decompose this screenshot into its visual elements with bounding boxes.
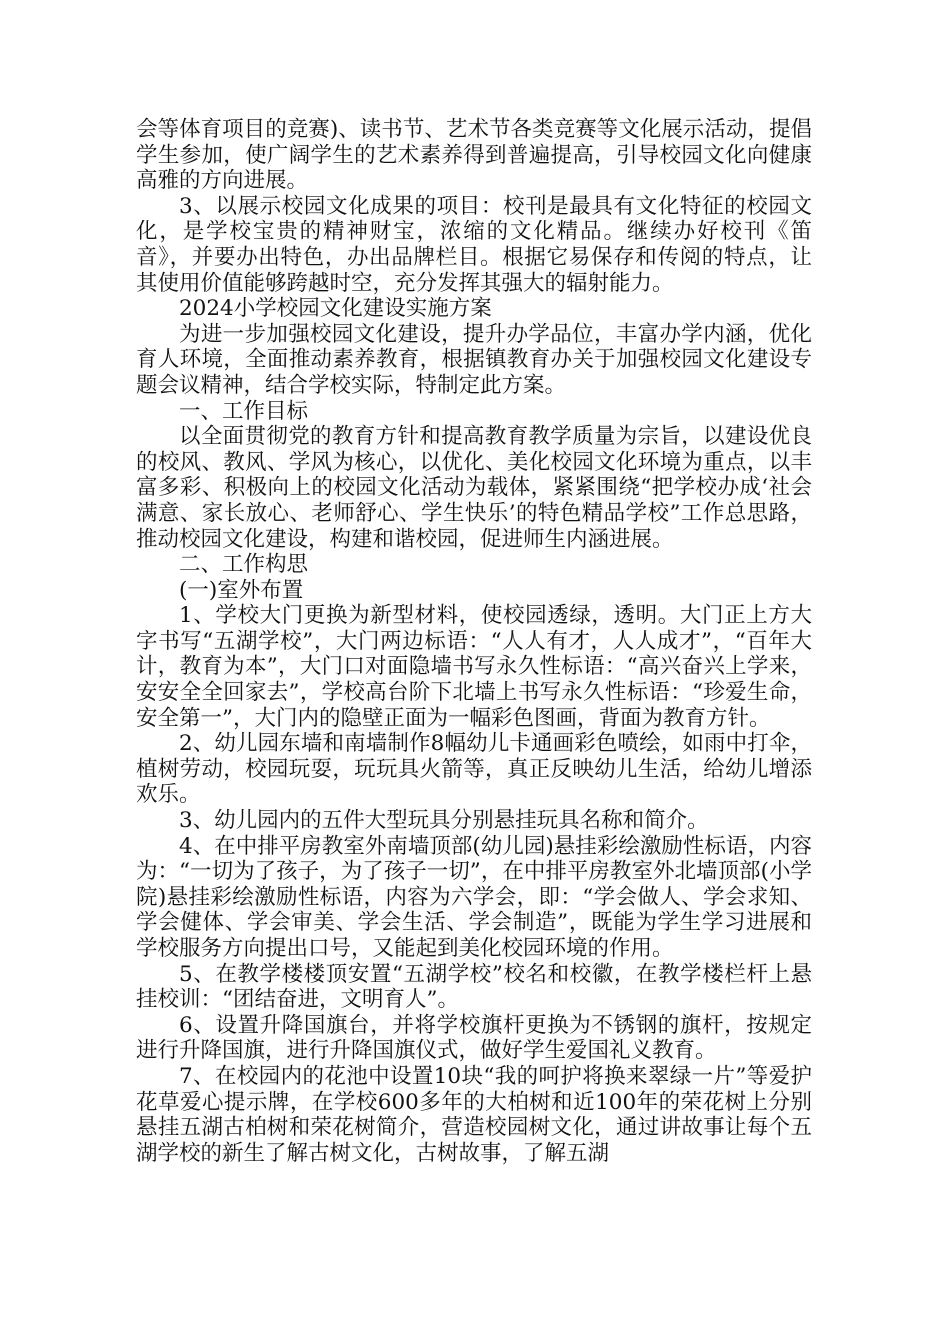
paragraph-continuation: 会等体育项目的竞赛)、读书节、艺术节各类竞赛等文化展示活动，提倡学生参加，使广阔学生的艺术素养得到普遍提高，引导校园文化向健康高雅的方向进展。	[136, 117, 812, 194]
list-item-2: 2、幼儿园东墙和南墙制作8幅幼儿卡通画彩色喷绘，如雨中打伞，植树劳动，校园玩耍，玩玩具火箭等，真正反映幼儿生活，给幼儿增添欢乐。	[136, 731, 812, 808]
list-item-4: 4、在中排平房教室外南墙顶部(幼儿园)悬挂彩绘激励性标语，内容为：“一切为了孩子，为了孩子一切”，在中排平房教室外北墙顶部(小学院)悬挂彩绘激励性标语，内容为六学会，即：“学会做人、学会求知、学会健体、学会审美、学会生活、学会制造”，既能为学生学习进展和学校服务方向提出口号，又能起到美化校园环境的作用。	[136, 833, 812, 961]
heading-work-plan: 二、工作构思	[179, 552, 309, 578]
list-item-7: 7、在校园内的花池中设置10块“我的呵护将换来翠绿一片”等爱护花草爱心提示牌，在学校600多年的大柏树和近100年的荣花树上分别悬挂五湖古柏树和荣花树简介，营造校园树文化，通过讲故事让每个五湖学校的新生了解古树文化，古树故事，了解五湖	[136, 1063, 812, 1166]
list-item-5: 5、在教学楼楼顶安置“五湖学校”校名和校徽，在教学楼栏杆上悬挂校训：“团结奋进，文明育人”。	[136, 961, 812, 1013]
document-body	[136, 117, 812, 1166]
paragraph-school-magazine: 3、以展示校园文化成果的项目：校刊是最具有文化特征的校园文化，是学校宝贵的精神财宝，浓缩的文化精品。继续办好校刊《笛音》，并要办出特色，办出品牌栏目。根据它易保存和传阅的特点，让其使用价值能够跨越时空，充分发挥其强大的辐射能力。	[136, 193, 812, 296]
heading-work-goal: 一、工作目标	[179, 398, 309, 424]
paragraph-work-goal: 以全面贯彻党的教育方针和提高教育教学质量为宗旨，以建设优良的校风、教风、学风为核心，以优化、美化校园文化环境为重点，以丰富多彩、积极向上的校园文化活动为载体，紧紧围绕“把学校办成‘社会满意、家长放心、老师舒心、学生快乐’的特色精品学校”工作总思路，推动校园文化建设，构建和谐校园，促进师生内涵进展。	[136, 424, 812, 552]
list-item-6: 6、设置升降国旗台，并将学校旗杆更换为不锈钢的旗杆，按规定进行升降国旗，进行升降国旗仪式，做好学生爱国礼义教育。	[136, 1012, 812, 1064]
paragraph-intro: 为进一步加强校园文化建设，提升办学品位，丰富办学内涵，优化育人环境，全面推动素养教育，根据镇教育办关于加强校园文化建设专题会议精神，结合学校实际，特制定此方案。	[136, 321, 812, 398]
document-title: 2024小学校园文化建设实施方案	[179, 296, 492, 322]
list-item-3: 3、幼儿园内的五件大型玩具分别悬挂玩具名称和简介。	[179, 808, 709, 834]
list-item-1: 1、学校大门更换为新型材料，使校园透绿，透明。大门正上方大字书写“五湖学校”，大门两边标语：“人人有才，人人成才”，“百年大计，教育为本”，大门口对面隐墙书写永久性标语：“高兴奋兴上学来，安安全全回家去”，学校高台阶下北墙上书写永久性标语：“珍爱生命，安全第一”，大门内的隐壁正面为一幅彩色图画，背面为教育方针。	[136, 603, 812, 731]
subheading-outdoor-layout: (一)室外布置	[179, 577, 304, 603]
